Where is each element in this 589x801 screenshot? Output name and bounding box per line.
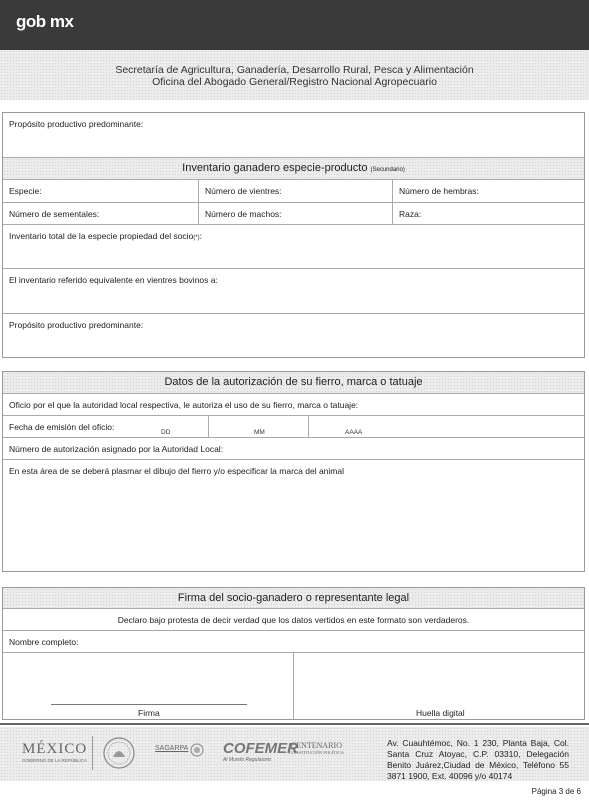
fierro-title [3, 372, 584, 394]
header-line-2: Oficina del Abogado General/Registro Nacional Agropecuario [152, 76, 437, 88]
num-sementales-label: Número de sementales: [9, 209, 100, 219]
coat-of-arms-icon [100, 735, 138, 771]
huella-field[interactable] [293, 653, 584, 719]
dibujo-area[interactable] [3, 460, 584, 571]
inventario-equivalente-row [3, 269, 584, 314]
footer-address: Av. Cuauhtémoc, No. 1 230, Planta Baja, Col. Santa Cruz Atoyac, C.P. 03310, Delegación Benito Juárez,Ciudad de México, Teléfono 55 3871 1900, Ext. 40096 y/o 40174 [387, 738, 569, 781]
num-autorizacion-label: Número de autorización asignado por la Autoridad Local: [9, 444, 224, 454]
proposito-field[interactable] [3, 113, 584, 157]
num-vientres-field[interactable] [198, 180, 392, 202]
dibujo-label: En esta área de se deberá plasmar el dibujo del fierro y/o especificar la marca del animal [9, 466, 344, 476]
proposito-row [3, 113, 584, 158]
firma-line [51, 704, 247, 705]
declaro-text: Declaro bajo protesta de decir verdad que los datos vertidos en este formato son verdaderos. [117, 615, 470, 625]
inventario-total-row [3, 225, 584, 269]
num-sementales-field[interactable] [3, 203, 198, 224]
raza-field[interactable] [392, 203, 584, 224]
num-autorizacion-field[interactable] [3, 438, 584, 459]
signature-row [3, 653, 584, 719]
mm-label: MM [254, 429, 265, 436]
inventario-total-note: (*) [193, 235, 200, 241]
mexico-logo-text: MÉXICO [22, 741, 88, 757]
dd-label: DD [161, 429, 171, 436]
firma-field[interactable] [3, 653, 293, 719]
sagarpa-logo: SAGARPA [155, 745, 189, 752]
dibujo-row [3, 460, 584, 571]
fecha-dd-field[interactable] [143, 416, 208, 437]
gobmx-logo: gob mx [16, 12, 74, 31]
inventario-title-text: Inventario ganadero especie-producto [182, 162, 368, 174]
firma-title-text: Firma del socio-ganadero o representante legal [177, 592, 410, 604]
proposito2-field[interactable] [3, 314, 584, 357]
centenario-logo-sub: CONSTITUCIÓN POLÍTICA [289, 750, 344, 755]
centenario-logo-text: CENTENARIO [290, 741, 342, 750]
nombre-label: Nombre completo: [9, 637, 79, 647]
cofemer-logo-sub: Al Mundo Regulatorio [223, 757, 272, 763]
sagarpa-emblem-icon [190, 743, 204, 757]
footer-divider [0, 723, 589, 725]
fecha-aaaa-field[interactable] [308, 416, 408, 437]
oficio-field[interactable] [3, 394, 584, 415]
oficio-label: Oficio por el que la autoridad local respectiva, le autoriza el uso de su fierro, marca o tatuaje: [9, 400, 359, 410]
aaaa-label: AAAA [345, 429, 363, 436]
centenario-logo [289, 741, 344, 755]
inventario-title-small: (Secundario) [370, 167, 405, 173]
firma-label: Firma [138, 708, 160, 718]
declaro-cell [3, 609, 584, 630]
inventario-total-label: Inventario total de la especie propiedad del socio [9, 231, 194, 241]
fecha-mm-field[interactable] [208, 416, 308, 437]
proposito2-label: Propósito productivo predominante: [9, 320, 144, 330]
firma-section [2, 587, 585, 720]
num-vientres-label: Número de vientres: [205, 186, 282, 196]
especie-field[interactable] [3, 180, 198, 202]
inventory-section [2, 112, 585, 358]
mexico-logo-sub: GOBIERNO DE LA REPÚBLICA [22, 758, 88, 763]
page-number: Página 3 de 6 [531, 787, 581, 796]
inventario-equivalente-field[interactable] [3, 269, 584, 313]
num-autorizacion-row [3, 438, 584, 460]
sementales-row [3, 203, 584, 225]
inventario-total-field[interactable]: Inventario total de la especie propiedad del socio(*): [9, 231, 203, 241]
logo-separator [92, 736, 93, 770]
raza-label: Raza: [399, 209, 422, 219]
proposito-label: Propósito productivo predominante: [9, 119, 144, 129]
fecha-label-cell [3, 416, 143, 437]
header-band [0, 50, 589, 100]
huella-label: Huella digital [416, 708, 465, 718]
num-machos-label: Número de machos: [205, 209, 282, 219]
header-line-1: Secretaría de Agricultura, Ganadería, Desarrollo Rural, Pesca y Alimentación [115, 64, 474, 76]
proposito2-row [3, 314, 584, 357]
num-hembras-label: Número de hembras: [399, 186, 479, 196]
inventario-equivalente-label: El inventario referido equivalente en vientres bovinos a: [9, 275, 218, 285]
especie-label: Especie: [9, 186, 42, 196]
cofemer-logo-text: COFEMER [223, 740, 298, 757]
declaro-row [3, 609, 584, 631]
cofemer-logo [223, 740, 298, 763]
inventario-title [3, 158, 584, 180]
oficio-row [3, 394, 584, 416]
fierro-section [2, 371, 585, 572]
nombre-row [3, 631, 584, 653]
num-hembras-field[interactable] [392, 180, 584, 202]
nombre-field[interactable] [3, 631, 584, 652]
especie-row [3, 180, 584, 203]
firma-title [3, 588, 584, 609]
fecha-label: Fecha de emisión del oficio: [9, 422, 115, 432]
fierro-title-text: Datos de la autorización de su fierro, marca o tatuaje [164, 376, 423, 388]
fecha-row [3, 416, 584, 438]
top-bar [0, 0, 589, 50]
mexico-logo [22, 741, 87, 763]
num-machos-field[interactable] [198, 203, 392, 224]
